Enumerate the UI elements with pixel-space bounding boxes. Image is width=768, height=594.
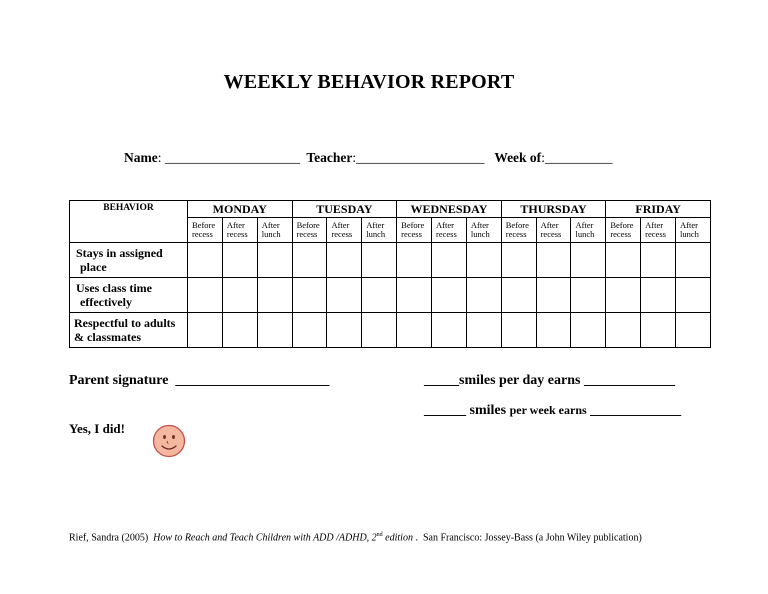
mark-cell[interactable] xyxy=(292,278,327,313)
smiles-week-count-field[interactable]: ______ xyxy=(424,403,466,418)
day-header-row xyxy=(70,201,711,218)
mark-cell[interactable] xyxy=(676,243,711,278)
behavior-row xyxy=(70,313,711,348)
period-header: Before recess xyxy=(292,218,327,243)
smiles-day-count-field[interactable]: _____ xyxy=(424,373,459,388)
mark-cell[interactable] xyxy=(327,243,362,278)
mark-cell[interactable] xyxy=(501,278,536,313)
mark-cell[interactable] xyxy=(188,243,223,278)
mark-cell[interactable] xyxy=(466,243,501,278)
mark-cell[interactable] xyxy=(571,278,606,313)
mark-cell[interactable] xyxy=(466,278,501,313)
mark-cell[interactable] xyxy=(571,313,606,348)
citation-edition: edition xyxy=(385,532,413,544)
smiles-per-week xyxy=(424,403,681,419)
behavior-label: Stays in assigned place xyxy=(70,243,188,278)
citation-title: How to Reach and Teach Children with ADD /ADHD, 2 xyxy=(153,532,377,544)
mark-cell[interactable] xyxy=(571,243,606,278)
mark-cell[interactable] xyxy=(676,278,711,313)
mark-cell[interactable] xyxy=(222,313,257,348)
period-header: Before recess xyxy=(606,218,641,243)
mark-cell[interactable] xyxy=(606,313,641,348)
period-header: After recess xyxy=(641,218,676,243)
period-header: After lunch xyxy=(466,218,501,243)
smiles-day-reward-field[interactable]: _____________ xyxy=(583,373,675,388)
smiles-per-day xyxy=(424,373,675,389)
mark-cell[interactable] xyxy=(536,278,571,313)
day-header-tuesday: TUESDAY xyxy=(292,201,397,218)
smiley-face-icon xyxy=(152,424,186,458)
citation-publisher: San Francisco: Jossey-Bass (a John Wiley publication) xyxy=(422,532,642,544)
period-header: After lunch xyxy=(257,218,292,243)
mark-cell[interactable] xyxy=(641,278,676,313)
week-label: Week of xyxy=(494,150,542,165)
mark-cell[interactable] xyxy=(397,278,432,313)
period-header: After recess xyxy=(327,218,362,243)
mark-cell[interactable] xyxy=(606,278,641,313)
mark-cell[interactable] xyxy=(257,278,292,313)
behavior-label: Respectful to adults & classmates xyxy=(70,313,188,348)
mark-cell[interactable] xyxy=(501,243,536,278)
mark-cell[interactable] xyxy=(466,313,501,348)
parent-signature-label: Parent signature xyxy=(69,373,169,388)
mark-cell[interactable] xyxy=(397,243,432,278)
mark-cell[interactable] xyxy=(257,243,292,278)
mark-cell[interactable] xyxy=(362,313,397,348)
period-header: Before recess xyxy=(397,218,432,243)
day-header-monday: MONDAY xyxy=(188,201,293,218)
mark-cell[interactable] xyxy=(432,243,467,278)
smiles-week-text: smiles xyxy=(469,403,507,418)
name-field[interactable]: : ____________________ xyxy=(157,150,300,165)
mark-cell[interactable] xyxy=(257,313,292,348)
yes-i-did-label: Yes, I did! xyxy=(69,421,125,436)
behavior-header: BEHAVIOR xyxy=(70,201,188,243)
period-header: After recess xyxy=(536,218,571,243)
header-fields xyxy=(124,150,612,166)
mark-cell[interactable] xyxy=(362,243,397,278)
teacher-label: Teacher xyxy=(306,150,353,165)
mark-cell[interactable] xyxy=(397,313,432,348)
mark-cell[interactable] xyxy=(327,313,362,348)
behavior-row xyxy=(70,278,711,313)
day-header-friday: FRIDAY xyxy=(606,201,711,218)
mark-cell[interactable] xyxy=(222,278,257,313)
name-label: Name xyxy=(124,150,158,165)
smiles-week-text-small: per week earns xyxy=(509,403,587,417)
parent-signature xyxy=(69,373,329,389)
mark-cell[interactable] xyxy=(641,243,676,278)
mark-cell[interactable] xyxy=(432,313,467,348)
period-header: After recess xyxy=(432,218,467,243)
day-header-wednesday: WEDNESDAY xyxy=(397,201,502,218)
period-header: Before recess xyxy=(188,218,223,243)
mark-cell[interactable] xyxy=(362,278,397,313)
mark-cell[interactable] xyxy=(292,313,327,348)
mark-cell[interactable] xyxy=(536,243,571,278)
smiles-week-reward-field[interactable]: _____________ xyxy=(590,403,682,418)
mark-cell[interactable] xyxy=(536,313,571,348)
period-header: Before recess xyxy=(501,218,536,243)
mark-cell[interactable] xyxy=(188,313,223,348)
citation-superscript: nd xyxy=(376,532,383,538)
day-header-thursday: THURSDAY xyxy=(501,201,606,218)
mark-cell[interactable] xyxy=(676,313,711,348)
period-header: After lunch xyxy=(362,218,397,243)
report-title: WEEKLY BEHAVIOR REPORT xyxy=(223,71,515,93)
mark-cell[interactable] xyxy=(327,278,362,313)
mark-cell[interactable] xyxy=(641,313,676,348)
period-header: After lunch xyxy=(571,218,606,243)
citation: Rief, Sandra (2005) How to Reach and Teach Children with ADD /ADHD, 2nd edition . San Francisco: Jossey-Bass (a John Wiley publication) xyxy=(69,532,642,544)
mark-cell[interactable] xyxy=(188,278,223,313)
period-header: After recess xyxy=(222,218,257,243)
period-header: After lunch xyxy=(676,218,711,243)
parent-signature-field[interactable]: ______________________ xyxy=(175,373,330,388)
mark-cell[interactable] xyxy=(292,243,327,278)
smiles-day-text: smiles per day earns xyxy=(459,373,581,388)
mark-cell[interactable] xyxy=(501,313,536,348)
behavior-row xyxy=(70,243,711,278)
mark-cell[interactable] xyxy=(606,243,641,278)
week-field[interactable]: :__________ xyxy=(541,150,613,165)
behavior-table xyxy=(69,200,711,348)
mark-cell[interactable] xyxy=(222,243,257,278)
citation-author: Rief, Sandra (2005) xyxy=(69,532,149,544)
mark-cell[interactable] xyxy=(432,278,467,313)
teacher-field[interactable]: :___________________ xyxy=(352,150,485,165)
behavior-label: Uses class time effectively xyxy=(70,278,188,313)
